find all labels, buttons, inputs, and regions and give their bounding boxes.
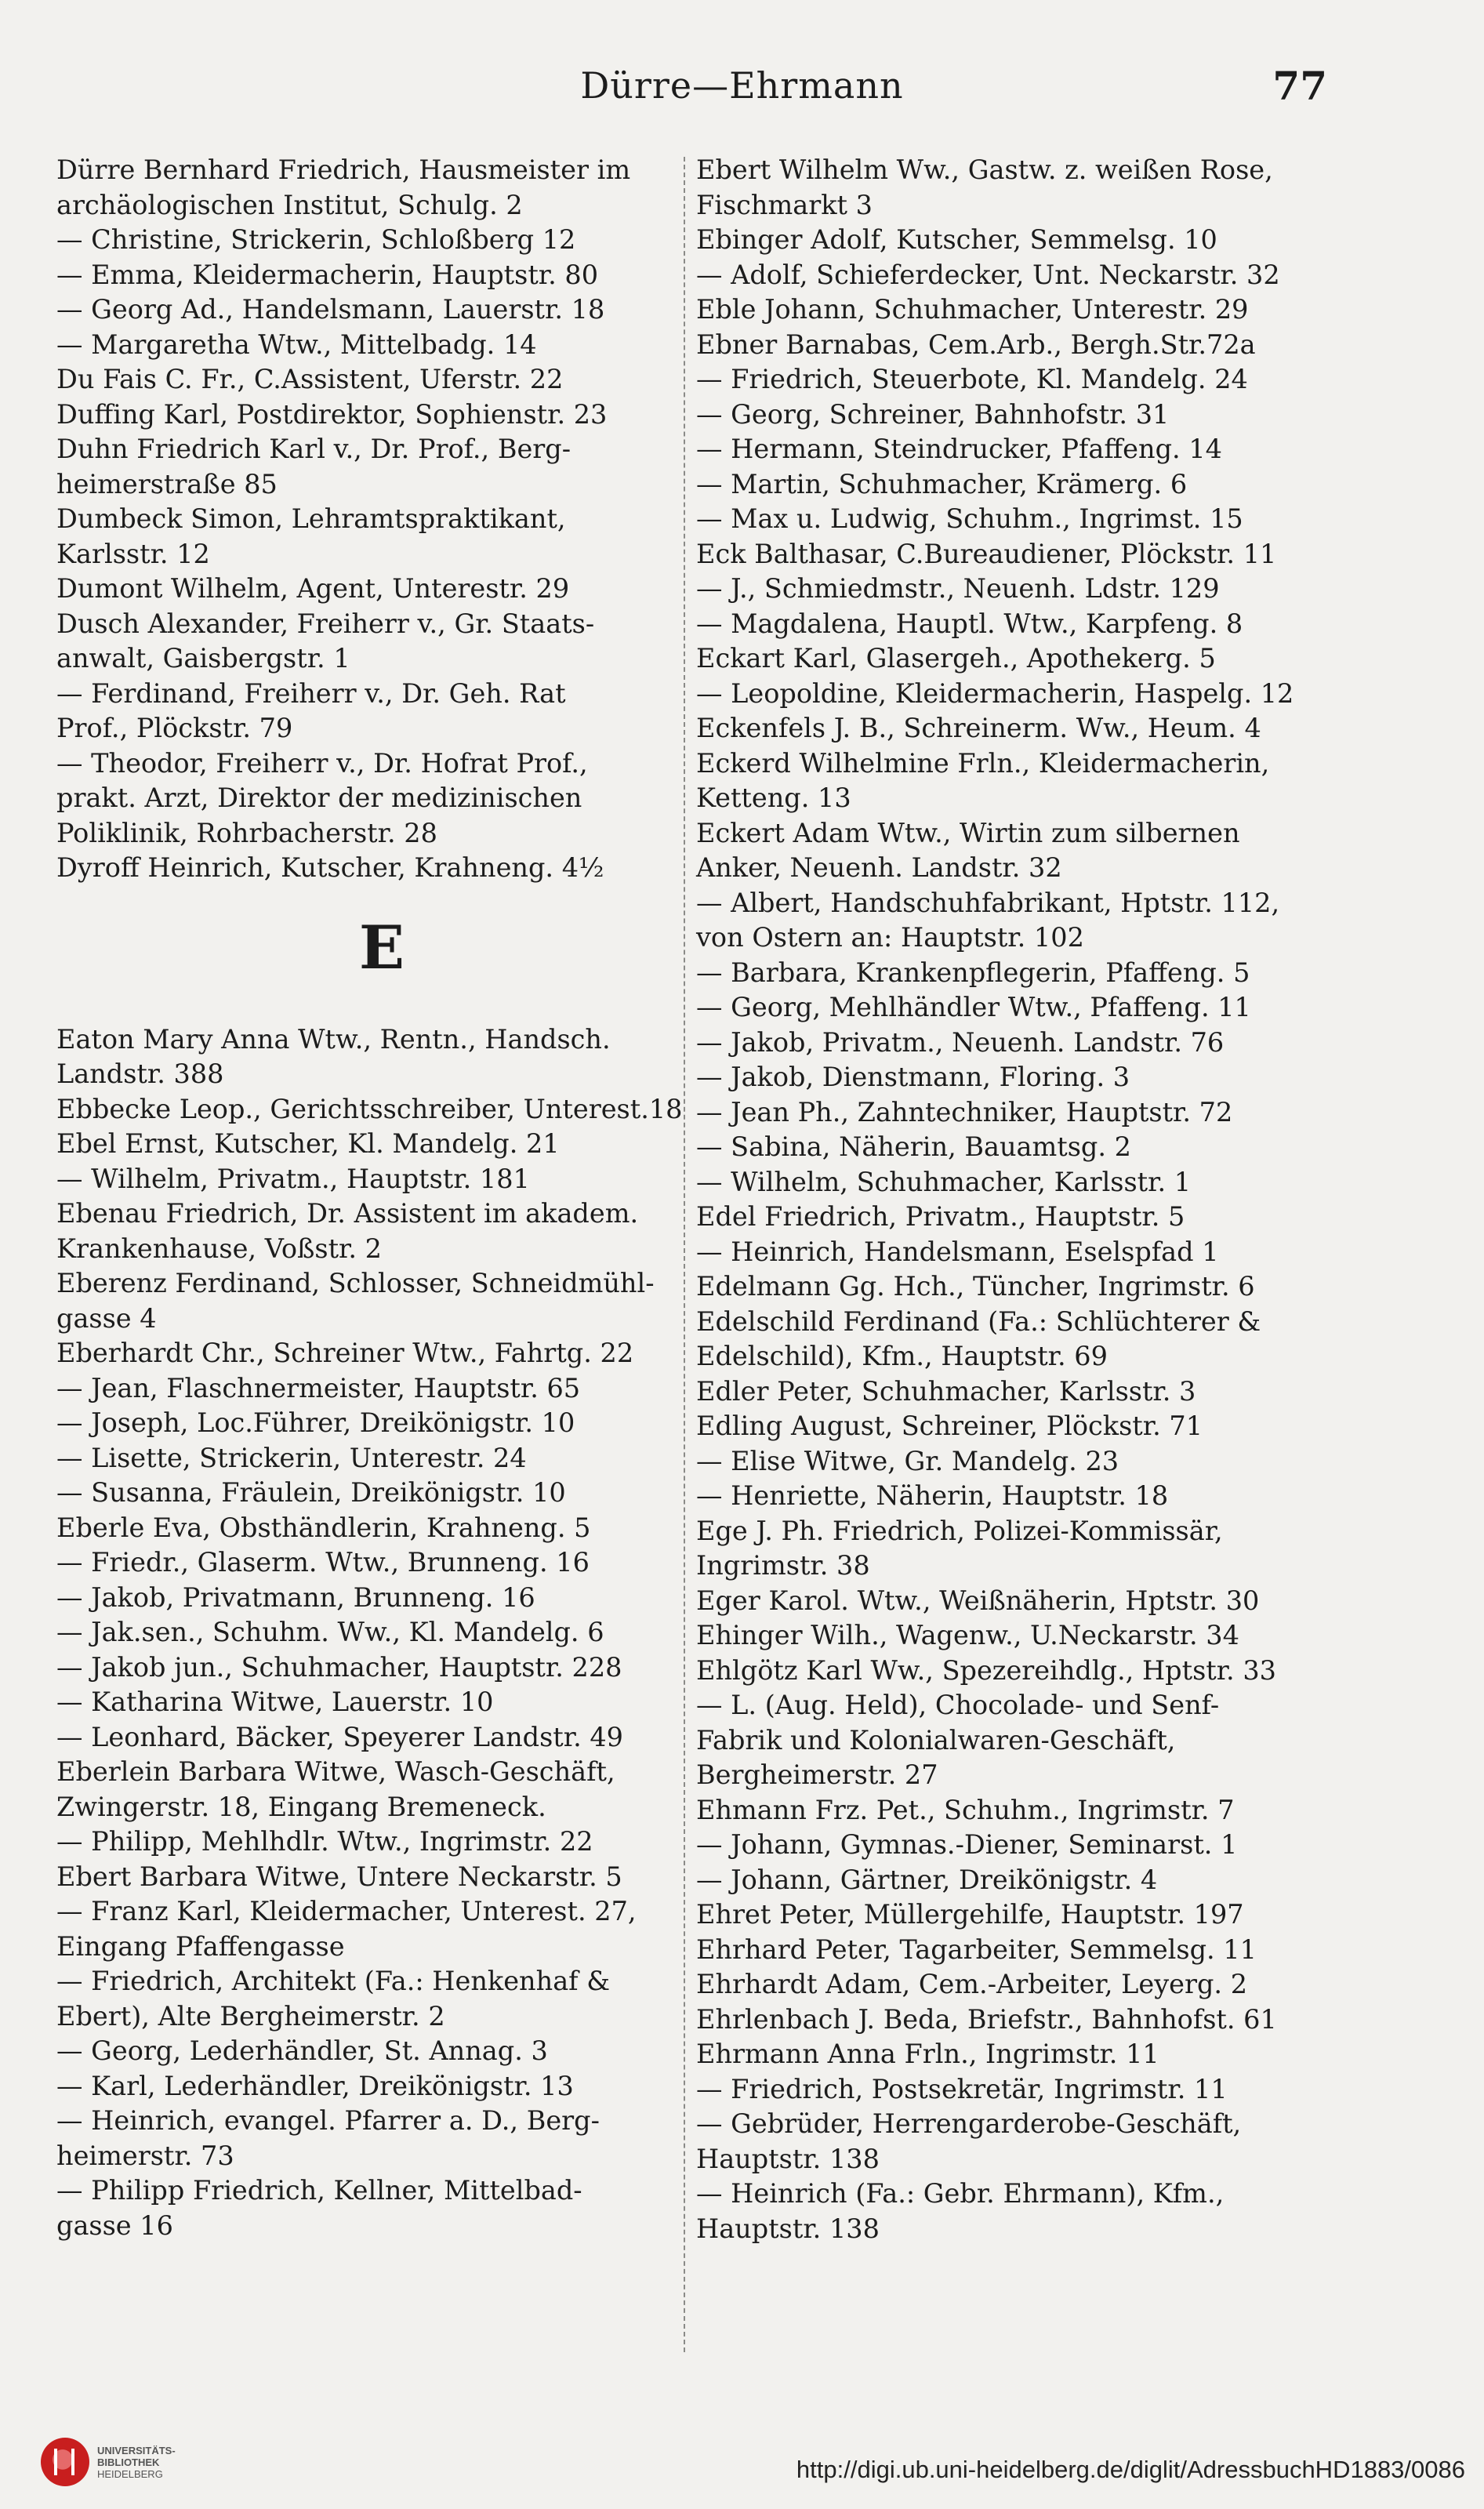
source-url[interactable]: http://digi.ub.uni-heidelberg.de/diglit/AdressbuchHD1883/0086 (796, 2456, 1465, 2483)
page-header (0, 64, 1484, 119)
directory-line: — Magdalena, Hauptl. Wtw., Karpfeng. 8 (696, 608, 1243, 639)
directory-line: Fischmarkt 3 (696, 189, 873, 220)
directory-line: — Philipp, Mehlhdlr. Wtw., Ingrimstr. 22 (56, 1826, 593, 1857)
directory-line: Ebert Barbara Witwe, Untere Neckarstr. 5 (56, 1861, 622, 1892)
directory-line: — Heinrich, evangel. Pfarrer a. D., Berg- (56, 2105, 600, 2136)
directory-line: Eberhardt Chr., Schreiner Wtw., Fahrtg. 22 (56, 1338, 634, 1368)
library-logo[interactable] (41, 2423, 198, 2501)
directory-line: Eaton Mary Anna Wtw., Rentn., Handsch. (56, 1023, 611, 1055)
directory-line: — Sabina, Näherin, Bauamtsg. 2 (696, 1131, 1131, 1162)
directory-line: — Susanna, Fräulein, Dreikönigstr. 10 (56, 1477, 566, 1508)
directory-line: — Friedr., Glaserm. Wtw., Brunneng. 16 (56, 1547, 590, 1578)
directory-line: Ebenau Friedrich, Dr. Assistent im akadem. (56, 1198, 639, 1229)
directory-line: Edel Friedrich, Privatm., Hauptstr. 5 (696, 1201, 1185, 1232)
directory-line: Ehrlenbach J. Beda, Briefstr., Bahnhofst. 61 (696, 2003, 1277, 2035)
directory-line: Edelmann Gg. Hch., Tüncher, Ingrimstr. 6 (696, 1271, 1255, 1302)
directory-line: — Philipp Friedrich, Kellner, Mittelbad- (56, 2175, 582, 2206)
directory-line: — Elise Witwe, Gr. Mandelg. 23 (696, 1445, 1119, 1476)
directory-line: — Max u. Ludwig, Schuhm., Ingrimst. 15 (696, 503, 1243, 534)
university-seal-icon (41, 2438, 89, 2486)
directory-line: Edelschild Ferdinand (Fa.: Schlüchterer & (696, 1305, 1261, 1337)
directory-line: von Ostern an: Hauptstr. 102 (696, 922, 1084, 953)
directory-line: anwalt, Gaisbergstr. 1 (56, 643, 350, 674)
directory-line: Eingang Pfaffengasse (56, 1930, 345, 1962)
directory-line: Ehinger Wilh., Wagenw., U.Neckarstr. 34 (696, 1620, 1239, 1650)
directory-line: archäologischen Institut, Schulg. 2 (56, 189, 523, 220)
running-head: Dürre—Ehrmann (580, 64, 904, 107)
directory-line: — Leopoldine, Kleidermacherin, Haspelg. 12 (696, 677, 1294, 709)
directory-line: — Christine, Strickerin, Schloßberg 12 (56, 224, 576, 255)
directory-line: — Wilhelm, Schuhmacher, Karlsstr. 1 (696, 1166, 1192, 1197)
section-letter: E (359, 912, 405, 982)
directory-line: — J., Schmiedmstr., Neuenh. Ldstr. 129 (696, 573, 1220, 604)
directory-line: Du Fais C. Fr., C.Assistent, Uferstr. 22 (56, 364, 564, 394)
directory-line: Eberlein Barbara Witwe, Wasch-Geschäft, (56, 1756, 615, 1787)
directory-line: — Henriette, Näherin, Hauptstr. 18 (696, 1480, 1169, 1511)
directory-line: Prof., Plöckstr. 79 (56, 713, 293, 743)
directory-line: Dumont Wilhelm, Agent, Unterestr. 29 (56, 573, 570, 604)
directory-line: — Leonhard, Bäcker, Speyerer Landstr. 49 (56, 1721, 623, 1752)
directory-line: — Georg, Lederhändler, St. Annag. 3 (56, 2035, 548, 2066)
directory-line: gasse 16 (56, 2209, 173, 2241)
directory-line: Hauptstr. 138 (696, 2213, 880, 2244)
directory-line: — Franz Karl, Kleidermacher, Unterest. 27, (56, 1896, 637, 1926)
directory-line: Duhn Friedrich Karl v., Dr. Prof., Berg- (56, 434, 571, 464)
directory-line: — Heinrich, Handelsmann, Eselspfad 1 (696, 1236, 1219, 1267)
logo-line: UNIVERSITÄTS- (97, 2444, 176, 2456)
directory-line: Ehrhard Peter, Tagarbeiter, Semmelsg. 11 (696, 1933, 1257, 1965)
directory-line: Ebel Ernst, Kutscher, Kl. Mandelg. 21 (56, 1128, 560, 1159)
directory-line: Landstr. 388 (56, 1058, 224, 1089)
directory-line: — Jak.sen., Schuhm. Ww., Kl. Mandelg. 6 (56, 1617, 604, 1647)
directory-line: gasse 4 (56, 1302, 157, 1334)
directory-line: — Johann, Gärtner, Dreikönigstr. 4 (696, 1864, 1158, 1895)
directory-line: Eckart Karl, Glasergeh., Apothekerg. 5 (696, 643, 1216, 674)
directory-line: — Albert, Handschuhfabrikant, Hptstr. 112, (696, 887, 1280, 918)
directory-line: Edling August, Schreiner, Plöckstr. 71 (696, 1411, 1203, 1441)
page-number: 77 (1272, 63, 1327, 109)
directory-line: Ebert Wilhelm Ww., Gastw. z. weißen Rose, (696, 154, 1273, 185)
directory-line: Ege J. Ph. Friedrich, Polizei-Kommissär, (696, 1515, 1223, 1546)
directory-line: — Ferdinand, Freiherr v., Dr. Geh. Rat (56, 677, 566, 709)
directory-line: Dyroff Heinrich, Kutscher, Krahneng. 4½ (56, 852, 604, 883)
column-divider (684, 157, 685, 2352)
entries-right (696, 153, 1362, 2246)
directory-line: Eberle Eva, Obsthändlerin, Krahneng. 5 (56, 1512, 591, 1543)
directory-line: — Gebrüder, Herrengarderobe-Geschäft, (696, 2108, 1242, 2139)
directory-line: Zwingerstr. 18, Eingang Bremeneck. (56, 1791, 546, 1822)
directory-line: Ketteng. 13 (696, 782, 851, 813)
directory-line: Bergheimerstr. 27 (696, 1759, 938, 1790)
directory-line: — Wilhelm, Privatm., Hauptstr. 181 (56, 1163, 530, 1194)
directory-line: — Friedrich, Steuerbote, Kl. Mandelg. 24 (696, 364, 1248, 394)
directory-line: — L. (Aug. Held), Chocolade- und Senf- (696, 1690, 1220, 1720)
directory-line: Ebinger Adolf, Kutscher, Semmelsg. 10 (696, 224, 1217, 255)
entries-d (56, 153, 707, 886)
left-column (56, 153, 707, 2243)
directory-line: — Georg Ad., Handelsmann, Lauerstr. 18 (56, 294, 605, 325)
directory-line: Ehmann Frz. Pet., Schuhm., Ingrimstr. 7 (696, 1794, 1235, 1825)
logo-text (97, 2445, 176, 2480)
directory-line: — Jean Ph., Zahntechniker, Hauptstr. 72 (696, 1096, 1233, 1127)
directory-line: Eckenfels J. B., Schreinerm. Ww., Heum. 4 (696, 713, 1261, 743)
directory-line: — Heinrich (Fa.: Gebr. Ehrmann), Kfm., (696, 2178, 1225, 2209)
directory-line: Edelschild), Kfm., Hauptstr. 69 (696, 1341, 1108, 1371)
directory-line: — Barbara, Krankenpflegerin, Pfaffeng. 5 (696, 957, 1250, 988)
directory-line: Edler Peter, Schuhmacher, Karlsstr. 3 (696, 1375, 1196, 1407)
page-footer (0, 2391, 1484, 2509)
directory-line: — Georg, Schreiner, Bahnhofstr. 31 (696, 398, 1170, 430)
directory-line: Fabrik und Kolonialwaren-Geschäft, (696, 1724, 1176, 1756)
directory-line: Ingrimstr. 38 (696, 1550, 870, 1581)
directory-line: — Jakob, Privatmann, Brunneng. 16 (56, 1581, 535, 1613)
directory-line: — Katharina Witwe, Lauerstr. 10 (56, 1687, 494, 1717)
directory-line: — Jakob, Privatm., Neuenh. Landstr. 76 (696, 1026, 1225, 1058)
directory-line: Eckert Adam Wtw., Wirtin zum silbernen (696, 817, 1240, 848)
directory-line: — Friedrich, Architekt (Fa.: Henkenhaf & (56, 1966, 611, 1996)
directory-line: — Jakob jun., Schuhmacher, Hauptstr. 228 (56, 1651, 622, 1683)
directory-line: — Friedrich, Postsekretär, Ingrimstr. 11 (696, 2073, 1228, 2104)
directory-line: Poliklinik, Rohrbacherstr. 28 (56, 817, 437, 848)
directory-line: Karlsstr. 12 (56, 538, 210, 569)
directory-line: Ebert), Alte Bergheimerstr. 2 (56, 2000, 445, 2032)
directory-line: Duffing Karl, Postdirektor, Sophienstr. 23 (56, 398, 608, 430)
directory-line: — Jakob, Dienstmann, Floring. 3 (696, 1062, 1130, 1092)
directory-line: Dürre Bernhard Friedrich, Hausmeister im (56, 154, 631, 185)
directory-line: — Georg, Mehlhändler Wtw., Pfaffeng. 11 (696, 992, 1251, 1022)
directory-line: Dumbeck Simon, Lehramtspraktikant, (56, 503, 566, 534)
directory-line: — Adolf, Schieferdecker, Unt. Neckarstr. 32 (696, 259, 1280, 290)
directory-line: — Jean, Flaschnermeister, Hauptstr. 65 (56, 1372, 581, 1403)
directory-line: Ehlgötz Karl Ww., Spezereihdlg., Hptstr. 33 (696, 1654, 1276, 1686)
logo-line: BIBLIOTHEK (97, 2456, 160, 2468)
right-column (696, 153, 1362, 2246)
directory-line: — Martin, Schuhmacher, Krämerg. 6 (696, 468, 1188, 499)
directory-line: — Karl, Lederhändler, Dreikönigstr. 13 (56, 2070, 574, 2101)
entries-e (56, 1022, 707, 2244)
directory-line: — Hermann, Steindrucker, Pfaffeng. 14 (696, 434, 1222, 464)
directory-line: — Lisette, Strickerin, Unterestr. 24 (56, 1442, 527, 1473)
directory-line: — Johann, Gymnas.-Diener, Seminarst. 1 (696, 1829, 1238, 1860)
directory-line: Eberenz Ferdinand, Schlosser, Schneidmühl- (56, 1268, 655, 1298)
directory-line: — Margaretha Wtw., Mittelbadg. 14 (56, 329, 537, 360)
directory-line: Ehret Peter, Müllergehilfe, Hauptstr. 197 (696, 1899, 1244, 1930)
directory-line: Eckerd Wilhelmine Frln., Kleidermacherin, (696, 747, 1270, 779)
directory-line: Eck Balthasar, C.Bureaudiener, Plöckstr. 11 (696, 538, 1277, 569)
directory-line: — Joseph, Loc.Führer, Dreikönigstr. 10 (56, 1407, 575, 1438)
directory-line: Ehrmann Anna Frln., Ingrimstr. 11 (696, 2039, 1159, 2069)
directory-line: Eger Karol. Wtw., Weißnäherin, Hptstr. 30 (696, 1585, 1260, 1616)
directory-line: Krankenhause, Voßstr. 2 (56, 1233, 382, 1264)
directory-line: Eble Johann, Schuhmacher, Unterestr. 29 (696, 294, 1249, 325)
directory-line: Dusch Alexander, Freiherr v., Gr. Staats- (56, 608, 595, 639)
directory-line: Anker, Neuenh. Landstr. 32 (696, 852, 1062, 883)
directory-line: Ebbecke Leop., Gerichtsschreiber, Unterest.18 (56, 1093, 683, 1124)
directory-line: — Emma, Kleidermacherin, Hauptstr. 80 (56, 259, 599, 290)
directory-line: Hauptstr. 138 (696, 2143, 880, 2174)
directory-line: heimerstr. 73 (56, 2140, 234, 2171)
directory-line: heimerstraße 85 (56, 468, 278, 499)
directory-line: prakt. Arzt, Direktor der medizinischen (56, 782, 582, 813)
directory-line: Ebner Barnabas, Cem.Arb., Bergh.Str.72a (696, 329, 1256, 360)
directory-line: Ehrhardt Adam, Cem.-Arbeiter, Leyerg. 2 (696, 1969, 1248, 1999)
directory-line: — Theodor, Freiherr v., Dr. Hofrat Prof., (56, 747, 588, 779)
logo-line: HEIDELBERG (97, 2467, 163, 2480)
